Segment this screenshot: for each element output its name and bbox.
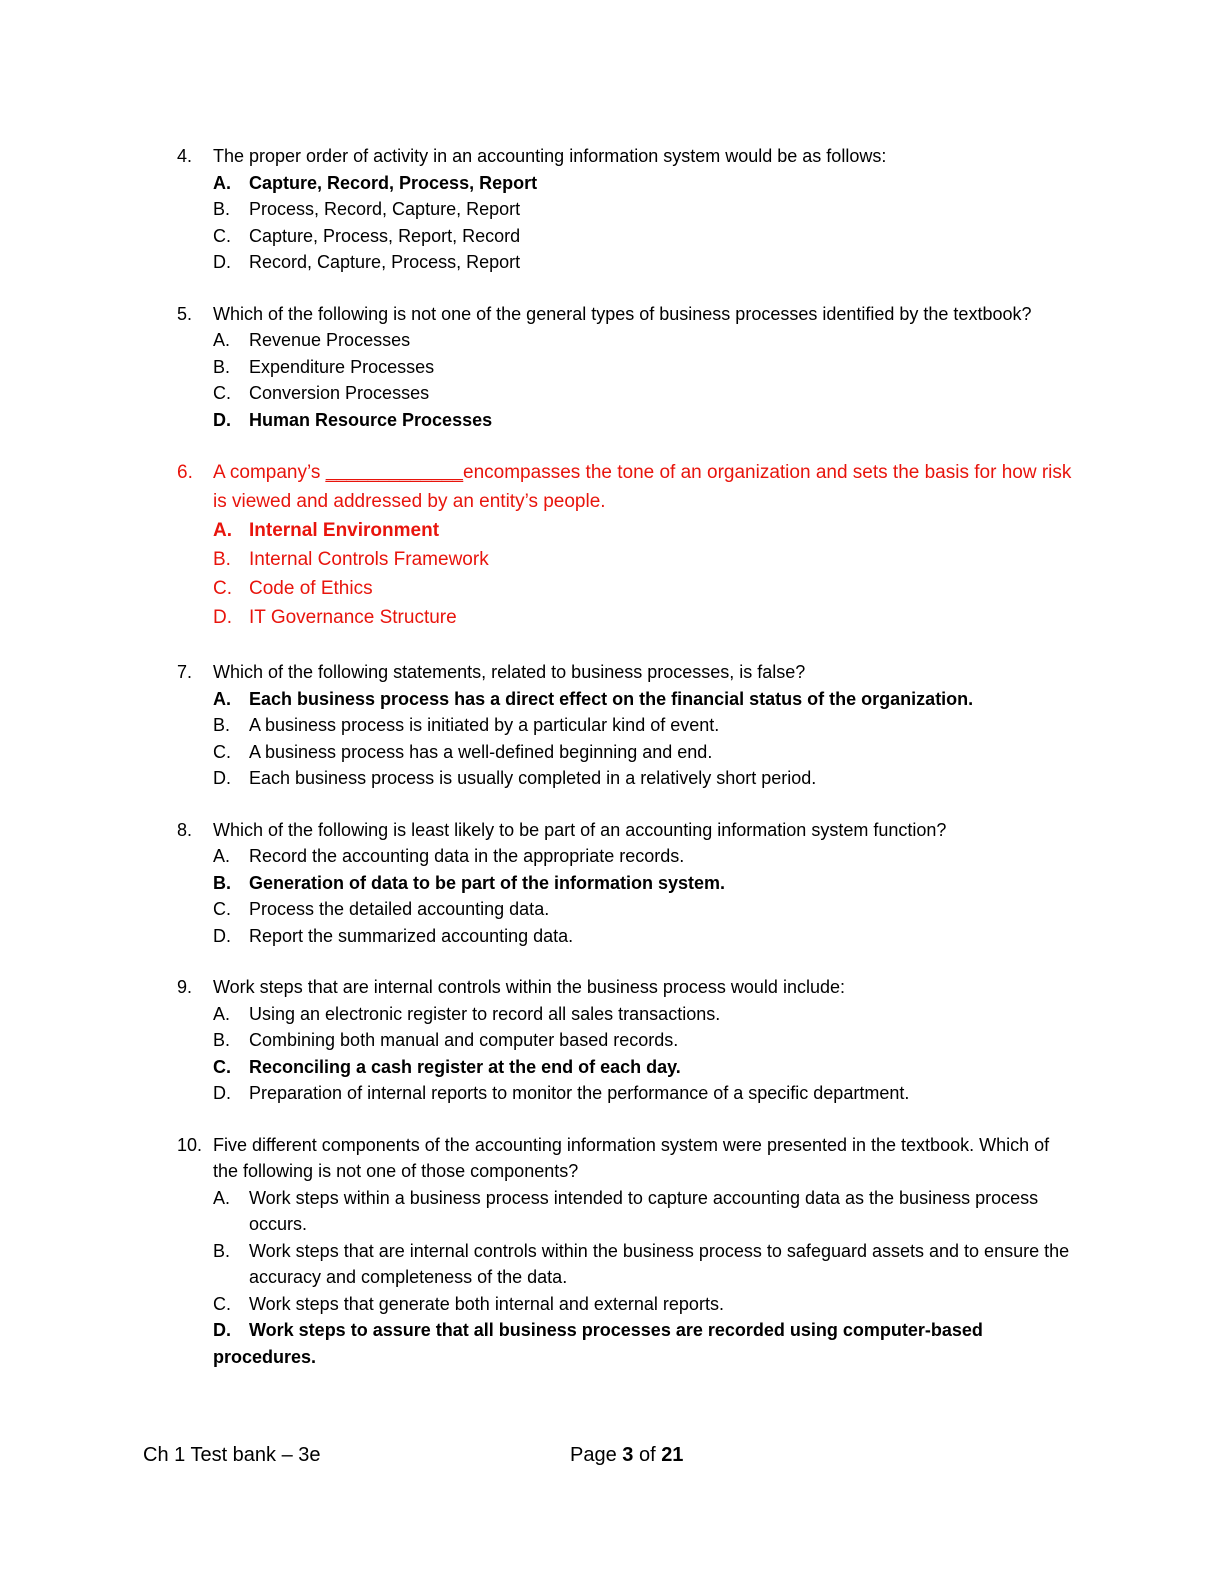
question-list	[177, 143, 1077, 1395]
option-text: Capture, Process, Report, Record	[249, 225, 521, 246]
option-letter: B.	[213, 549, 231, 570]
option-letter: A.	[213, 330, 231, 350]
option-text: Revenue Processes	[249, 330, 411, 350]
option-b	[213, 712, 1077, 739]
option-text: IT Governance Structure	[249, 607, 457, 628]
option-letter: B.	[213, 356, 231, 377]
option-a-correct	[213, 170, 1077, 197]
question-9	[177, 974, 1077, 1107]
of-label: of	[633, 1444, 662, 1466]
option-text: Using an electronic register to record all sales transactions.	[249, 1003, 721, 1024]
option-letter: D.	[213, 409, 231, 430]
option-text: Reconciling a cash register at the end of each day.	[249, 1056, 681, 1077]
option-text: Internal Controls Framework	[249, 549, 489, 570]
option-text: Work steps to assure that all business processes are recorded using computer-based procedures.	[213, 1320, 983, 1367]
option-text: Each business process has a direct effect on the financial status of the organization.	[249, 688, 974, 709]
option-d	[213, 1080, 1077, 1107]
option-b-correct	[213, 870, 1077, 897]
option-c	[213, 1291, 1077, 1318]
option-letter: B.	[213, 872, 231, 893]
option-letter: D.	[213, 1083, 231, 1103]
option-c	[213, 380, 1077, 407]
option-letter: D.	[213, 768, 231, 788]
option-c	[213, 739, 1077, 766]
question-number: 7.	[177, 662, 193, 682]
question-text: The proper order of activity in an accounting information system would be as follows:	[213, 146, 887, 166]
option-letter: C.	[213, 1293, 231, 1314]
option-d	[213, 765, 1077, 792]
option-letter: A.	[213, 1003, 231, 1024]
option-letter: A.	[213, 520, 232, 541]
question-5	[177, 301, 1077, 434]
option-d	[213, 249, 1077, 276]
question-text	[213, 458, 1077, 516]
option-b	[213, 1027, 1077, 1054]
option-c	[213, 574, 1077, 603]
current-page: 3	[622, 1444, 634, 1466]
option-text: Work steps that generate both internal and external reports.	[249, 1293, 724, 1314]
question-number: 10.	[177, 1134, 203, 1155]
option-b	[213, 196, 1077, 223]
option-letter: A.	[213, 1187, 231, 1208]
option-text: Each business process is usually completed in a relatively short period.	[249, 768, 817, 788]
option-text: Expenditure Processes	[249, 356, 435, 377]
page-label: Page	[570, 1444, 623, 1466]
question-number: 6.	[177, 462, 193, 483]
option-text: Preparation of internal reports to monitor the performance of a specific department.	[249, 1083, 910, 1103]
option-text: Report the summarized accounting data.	[249, 925, 574, 946]
option-text: Internal Environment	[249, 520, 440, 541]
option-text: A business process is initiated by a particular kind of event.	[249, 715, 720, 735]
question-text: Which of the following statements, related to business processes, is false?	[213, 662, 806, 682]
option-text: Generation of data to be part of the information system.	[249, 872, 726, 893]
question-text-after: encompasses the tone of an organization and sets the basis for how risk is viewed and addressed by an entity’s people.	[213, 462, 1072, 512]
option-text: Combining both manual and computer based records.	[249, 1030, 679, 1050]
option-letter: C.	[213, 899, 231, 919]
option-letter: D.	[213, 252, 231, 272]
option-letter: B.	[213, 1030, 231, 1050]
option-a-correct	[213, 686, 1077, 713]
option-c	[213, 896, 1077, 923]
option-text: Work steps within a business process intended to capture accounting data as the business process occurs.	[249, 1187, 1039, 1234]
option-d	[213, 603, 1077, 632]
option-d-correct	[213, 1317, 1077, 1370]
option-a	[213, 327, 1077, 354]
option-text: Process, Record, Capture, Report	[249, 199, 521, 219]
option-b	[213, 545, 1077, 574]
question-6-highlighted	[177, 458, 1077, 632]
option-letter: C.	[213, 225, 231, 246]
question-4	[177, 143, 1077, 276]
option-d-correct	[213, 407, 1077, 434]
footer-document-title: Ch 1 Test bank – 3e	[143, 1444, 321, 1466]
question-text: Work steps that are internal controls within the business process would include:	[213, 977, 845, 997]
option-letter: B.	[213, 715, 231, 735]
option-letter: B.	[213, 1240, 231, 1261]
question-text: Which of the following is least likely to be part of an accounting information system function?	[213, 819, 947, 840]
option-d	[213, 923, 1077, 950]
option-a-correct	[213, 516, 1077, 545]
option-a	[213, 1185, 1077, 1238]
option-text: Code of Ethics	[249, 578, 373, 599]
question-text: Which of the following is not one of the general types of business processes identified by the textbook?	[213, 303, 1032, 324]
total-pages: 21	[661, 1444, 684, 1466]
question-number: 5.	[177, 303, 193, 324]
option-text: Work steps that are internal controls within the business process to safeguard assets and to ensure the accuracy and completeness of the data.	[249, 1240, 1070, 1287]
question-number: 8.	[177, 819, 193, 840]
option-letter: D.	[213, 1320, 231, 1340]
option-text: Conversion Processes	[249, 383, 430, 403]
option-text: Record, Capture, Process, Report	[249, 252, 521, 272]
fill-in-blank: _____________	[325, 462, 464, 483]
option-a	[213, 843, 1077, 870]
option-text: A business process has a well-defined beginning and end.	[249, 741, 713, 762]
option-letter: D.	[213, 607, 232, 628]
option-letter: B.	[213, 199, 231, 219]
question-10	[177, 1132, 1077, 1371]
question-number: 9.	[177, 977, 193, 997]
question-text-before: A company’s	[213, 462, 326, 483]
option-text: Human Resource Processes	[249, 409, 493, 430]
option-b	[213, 354, 1077, 381]
question-7	[177, 659, 1077, 792]
option-text: Record the accounting data in the appropriate records.	[249, 846, 685, 866]
option-letter: A.	[213, 172, 231, 193]
option-letter: C.	[213, 1056, 231, 1077]
option-letter: C.	[213, 741, 231, 762]
option-b	[213, 1238, 1077, 1291]
option-letter: A.	[213, 846, 231, 866]
option-letter: C.	[213, 383, 231, 403]
question-number: 4.	[177, 146, 193, 166]
option-letter: A.	[213, 688, 231, 709]
option-letter: C.	[213, 578, 232, 599]
option-a	[213, 1001, 1077, 1028]
option-text: Capture, Record, Process, Report	[249, 172, 538, 193]
option-letter: D.	[213, 925, 231, 946]
option-c-correct	[213, 1054, 1077, 1081]
option-text: Process the detailed accounting data.	[249, 899, 550, 919]
footer-page-number	[570, 1444, 683, 1467]
option-c	[213, 223, 1077, 250]
question-text: Five different components of the accounting information system were presented in the textbook. Which of the following is not one of those components?	[213, 1134, 1050, 1181]
question-8	[177, 817, 1077, 950]
